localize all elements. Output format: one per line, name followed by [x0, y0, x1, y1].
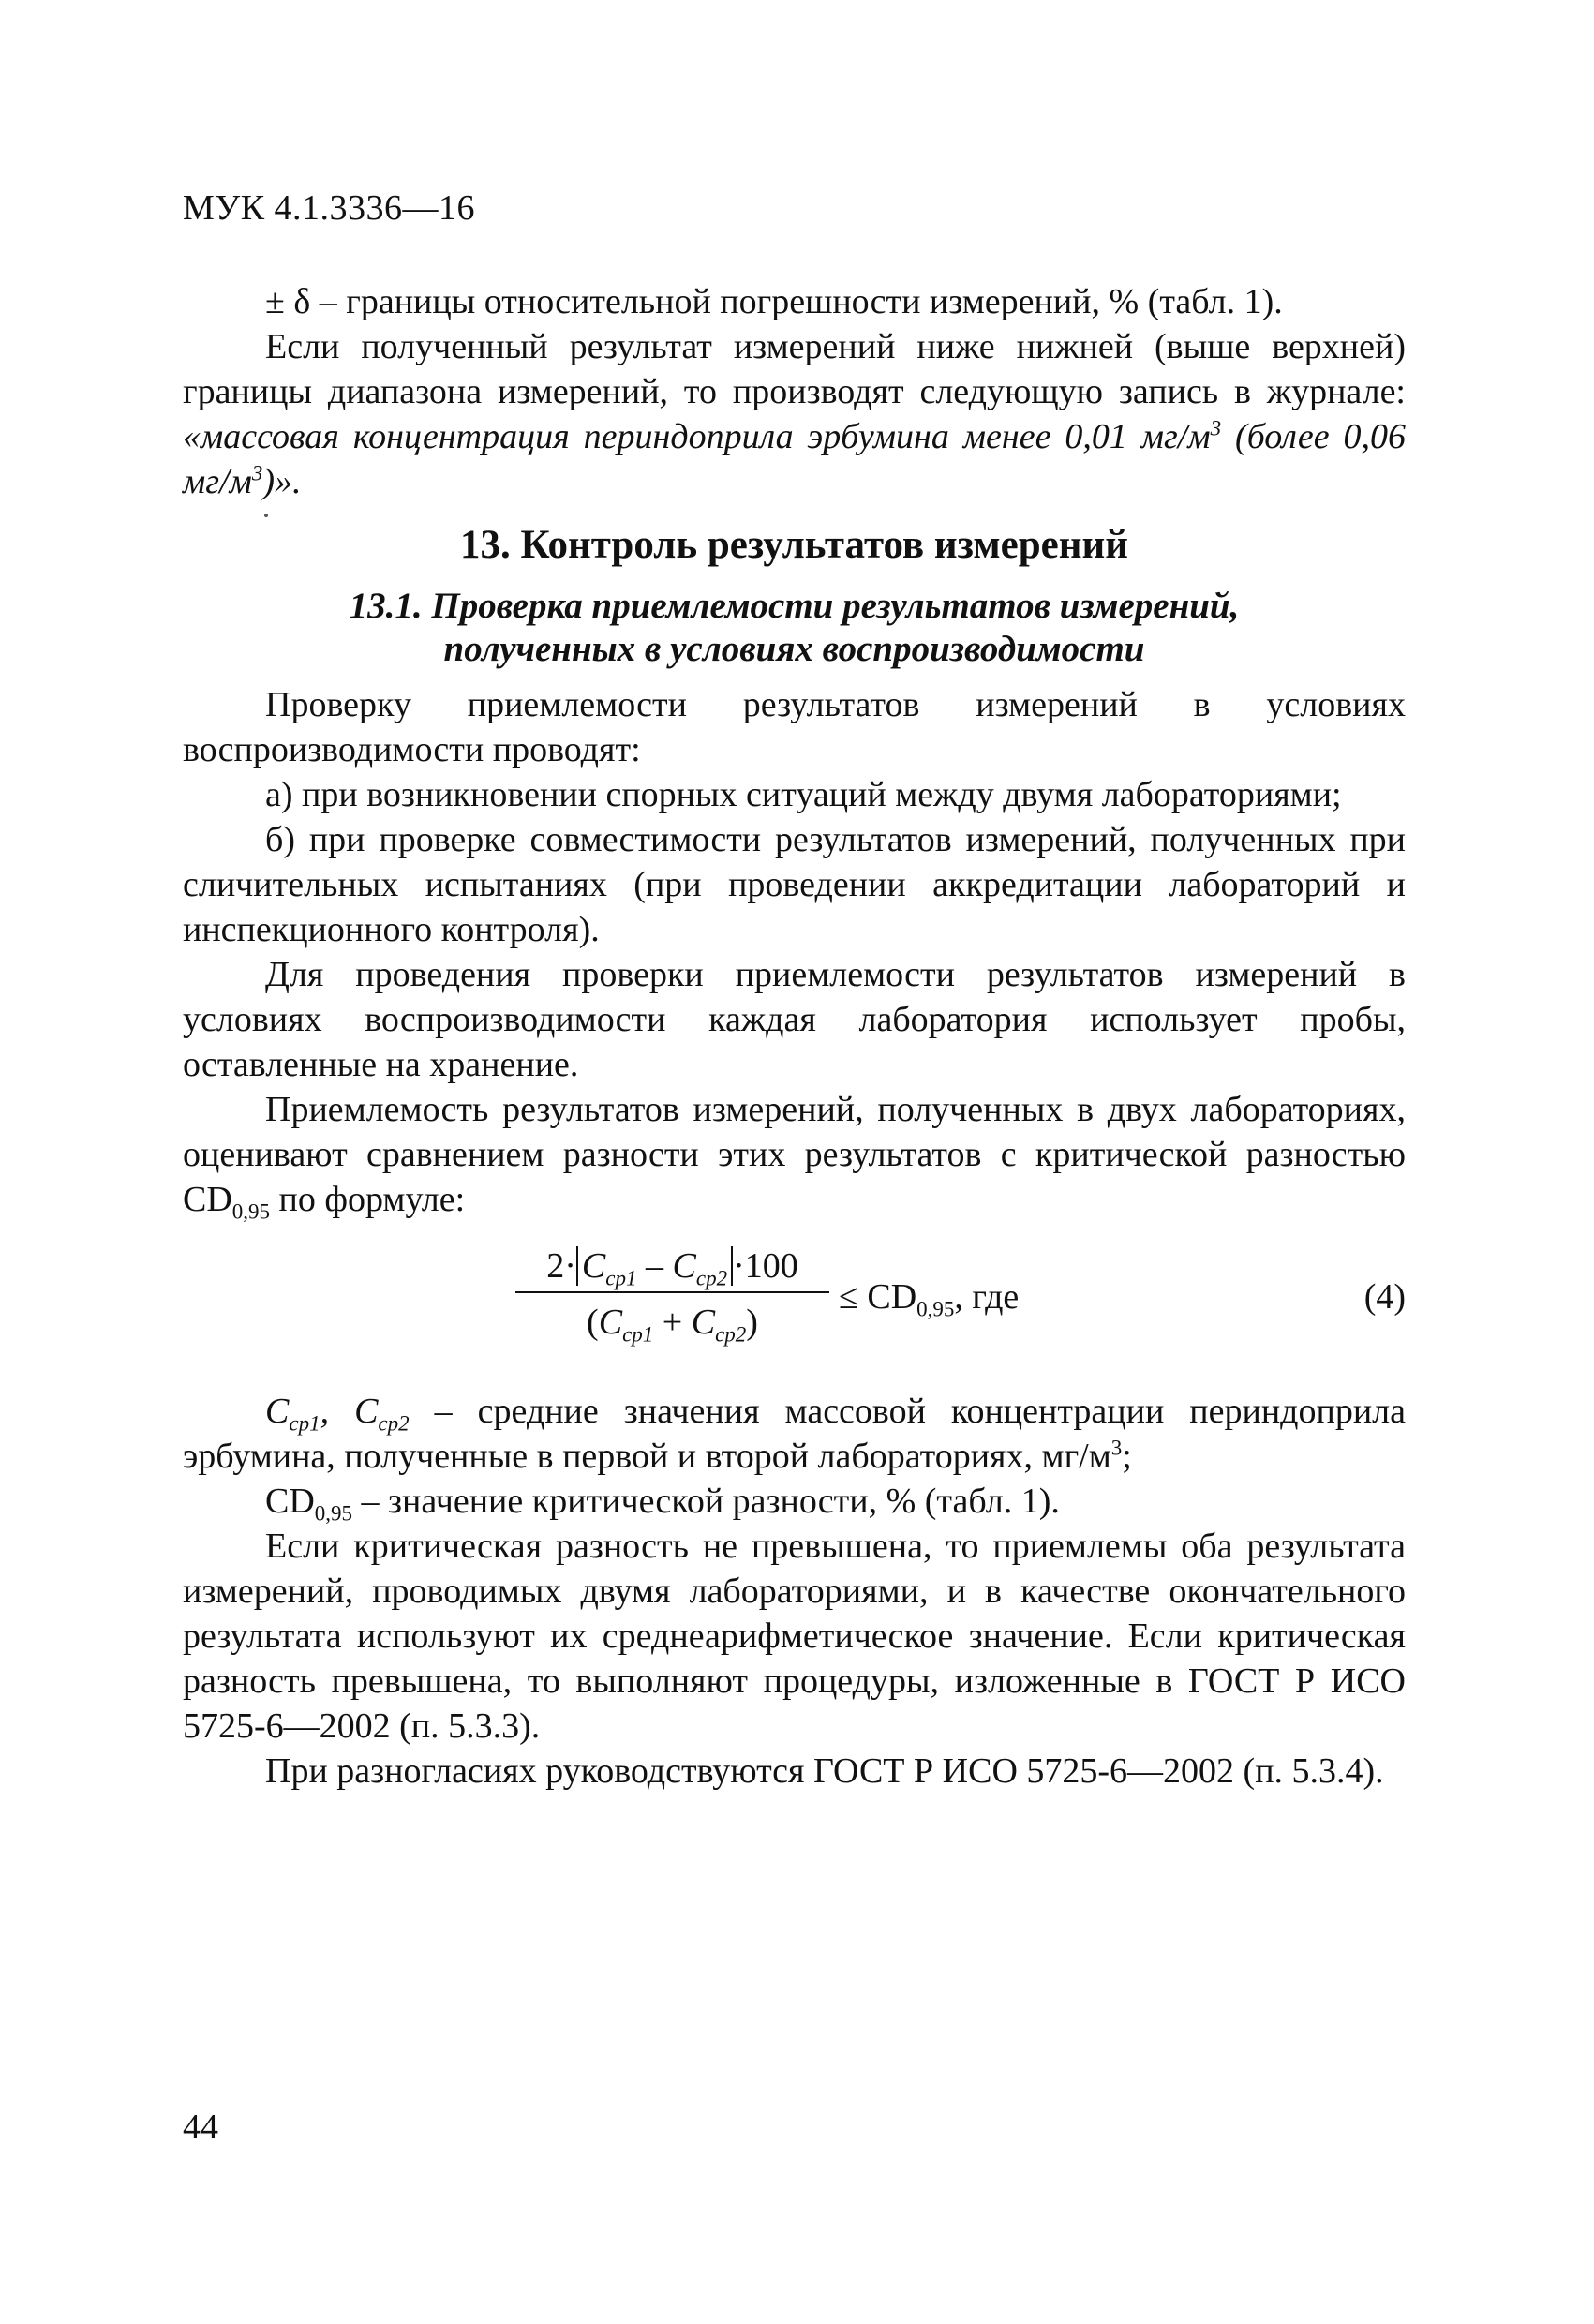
disagreement-paragraph: При разногласиях руководствуются ГОСТ Р ИСО 5725-6—2002 (п. 5.3.4).	[265, 1751, 1384, 1791]
delta-definition: ± δ – границы относительной погрешности измерений, % (табл. 1).	[265, 282, 1283, 321]
formula-where: , где	[954, 1277, 1020, 1317]
acceptance-text-end: по формуле:	[270, 1180, 466, 1219]
cd-text: – значение критической разности, % (табл. 1).	[352, 1482, 1060, 1521]
subsection-title-line2: полученных в условиях воспроизводимости	[443, 629, 1145, 669]
journal-entry-end: )».	[262, 462, 302, 501]
ccp-definition	[183, 1389, 1406, 1479]
below-range-paragraph	[183, 324, 1406, 504]
ccp-var2: , C	[320, 1392, 379, 1431]
cd-def-subscript: 0,95	[314, 1501, 353, 1526]
acceptance-text: Приемлемость результатов измерений, полученных в двух лабораториях, оценивают сравнением разности этих результатов с критической разностью CD	[183, 1090, 1406, 1219]
den-var-c1-sub: cp1	[622, 1322, 654, 1347]
leq-cd: ≤ CD	[839, 1277, 917, 1317]
leq-cd-sub: 0,95	[916, 1297, 955, 1321]
ccp-sub2: cp2	[378, 1411, 410, 1436]
fraction-bar	[515, 1291, 829, 1293]
cd-subscript: 0,95	[231, 1199, 271, 1224]
formula-numerator	[515, 1243, 829, 1289]
section-title: 13. Контроль результатов измерений	[459, 523, 1129, 567]
den-var-c2-sub: cp2	[715, 1322, 747, 1347]
subsection-title-line1: 13.1. Проверка приемлемости результатов измерений,	[349, 586, 1240, 626]
den-var-c1: C	[598, 1303, 623, 1342]
cd-definition	[183, 1479, 1406, 1524]
formula-denominator	[515, 1295, 829, 1346]
item-b: б) при проверке совместимости результатов измерений, полученных при сличительных испытаниях (при проведении аккредитации лабораторий и инспекционного контроля).	[183, 820, 1406, 949]
den-close: )	[746, 1303, 758, 1342]
plus-sign: +	[653, 1303, 692, 1342]
subsection-title	[183, 585, 1406, 671]
labs-paragraph: Для проведения проверки приемлемости результатов измерений в условиях воспроизводимости каждая лаборатория использует пробы, оставленные на хранение.	[183, 955, 1406, 1084]
formula-4	[183, 1239, 1406, 1379]
abs-value	[576, 1246, 733, 1290]
below-range-text: Если полученный результат измерений ниже нижней (выше верхней) границы диапазона измерений, то производят следующую запись в журнале:	[183, 327, 1406, 411]
journal-entry-part2: (более 0,06 мг/м	[183, 417, 1406, 501]
ccp-sub1: cp1	[289, 1411, 320, 1436]
var-c2: C	[672, 1246, 696, 1286]
check-paragraph: Проверку приемлемости результатов измерений в условиях воспроизводимости проводят:	[183, 685, 1406, 769]
var-c1-sub: cp1	[605, 1266, 637, 1290]
den-open: (	[587, 1303, 599, 1342]
var-c2-sub: cp2	[695, 1266, 728, 1290]
ccp-text: – средние значения массовой концентрации периндоприла эрбумина, полученные в первой и второй лабораториях, мг/м	[183, 1392, 1406, 1476]
ccp-end: ;	[1122, 1437, 1132, 1476]
document-body	[183, 279, 1406, 1794]
acceptance-paragraph	[183, 1087, 1406, 1222]
journal-entry	[183, 417, 1406, 501]
var-c1: C	[581, 1246, 606, 1286]
critical-paragraph: Если критическая разность не превышена, то приемлемы оба результата измерений, проводимых двумя лабораториями, и в качестве окончательного результата используют их среднеарифметическое значение. Если критическая разность превышена, то выполняют процедуры, изложенные в ГОСТ Р ИСО 5725-6—2002 (п. 5.3.3).	[183, 1527, 1406, 1746]
superscript-3: 3	[251, 461, 263, 485]
page-number: 44	[183, 2108, 218, 2147]
cd-label: CD	[265, 1482, 315, 1521]
formula-inequality	[839, 1274, 1019, 1319]
journal-entry-part1: «массовая концентрация периндоприла эрбумина менее 0,01 мг/м	[183, 417, 1211, 456]
ccp-var1: C	[265, 1392, 290, 1431]
superscript-3: 3	[1210, 416, 1222, 440]
minus-sign: –	[636, 1246, 673, 1286]
document-header: МУК 4.1.3336—16	[183, 188, 476, 228]
formula-fraction	[515, 1243, 829, 1346]
superscript-3: 3	[1110, 1436, 1123, 1460]
den-var-c2: C	[691, 1303, 716, 1342]
num-right: ·100	[733, 1246, 798, 1286]
num-left: 2·	[546, 1246, 576, 1286]
item-a: а) при возникновении спорных ситуаций между двумя лабораториями;	[265, 775, 1342, 814]
equation-number: (4)	[1363, 1277, 1406, 1317]
